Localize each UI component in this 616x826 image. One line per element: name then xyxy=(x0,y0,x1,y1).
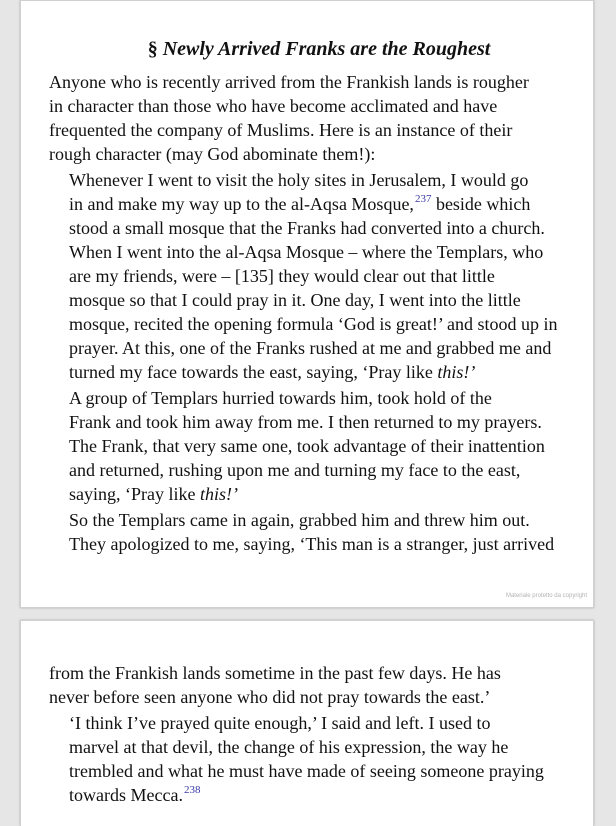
book-page-2 xyxy=(20,620,594,826)
text-run: in character than those who have become acclimated and have xyxy=(49,96,498,116)
text-line xyxy=(49,142,589,166)
text-run: Whenever I went to visit the holy sites in Jerusalem, I would go xyxy=(69,170,529,190)
text-run: rough character (may God abominate them!): xyxy=(49,144,376,164)
footnote-reference[interactable]: 238 xyxy=(183,784,201,796)
text-line xyxy=(49,192,589,216)
text-run: turned my face towards the east, saying, ‘Pray like xyxy=(69,362,438,382)
italic-run: this!’ xyxy=(199,484,238,504)
text-line xyxy=(49,386,589,410)
paragraph xyxy=(49,508,589,556)
text-run: are my friends, were – [135] they would clear out that little xyxy=(69,266,495,286)
text-line xyxy=(49,312,589,336)
text-line xyxy=(49,458,589,482)
text-run: Frank and took him away from me. I then returned to my prayers. xyxy=(69,412,542,432)
paragraph xyxy=(49,386,589,506)
text-run: trembled and what he must have made of seeing someone praying xyxy=(69,761,544,781)
text-line xyxy=(49,783,589,807)
text-run: prayer. At this, one of the Franks rushed at me and grabbed me and xyxy=(69,338,552,358)
section-symbol: § xyxy=(147,38,158,60)
text-run: mosque, recited the opening formula ‘God is great!’ and stood up in xyxy=(69,314,558,334)
text-line xyxy=(49,685,589,709)
text-line xyxy=(49,264,589,288)
text-line xyxy=(49,288,589,312)
text-line xyxy=(49,434,589,458)
book-page-1 xyxy=(20,0,594,608)
text-line xyxy=(49,216,589,240)
text-run: and returned, rushing upon me and turning my face to the east, xyxy=(69,460,521,480)
paragraph xyxy=(49,661,589,709)
paragraph xyxy=(49,711,589,807)
text-line xyxy=(49,661,589,685)
text-line xyxy=(49,759,589,783)
text-line xyxy=(49,118,589,142)
text-run: frequented the company of Muslims. Here is an instance of their xyxy=(49,120,513,140)
text-run: When I went into the al-Aqsa Mosque – where the Templars, who xyxy=(69,242,544,262)
text-run: never before seen anyone who did not pray towards the east.’ xyxy=(49,687,491,707)
page-1-content xyxy=(49,37,589,558)
text-run: towards Mecca. xyxy=(69,785,183,805)
italic-run: this!’ xyxy=(437,362,476,382)
text-run: stood a small mosque that the Franks had converted into a church. xyxy=(69,218,545,238)
text-line xyxy=(49,735,589,759)
text-run: mosque so that I could pray in it. One day, I went into the little xyxy=(69,290,521,310)
text-line xyxy=(49,168,589,192)
text-run: A group of Templars hurried towards him, took hold of the xyxy=(69,388,492,408)
text-line xyxy=(49,240,589,264)
text-run: from the Frankish lands sometime in the past few days. He has xyxy=(49,663,501,683)
text-line xyxy=(49,94,589,118)
paragraph xyxy=(49,70,589,166)
text-run: So the Templars came in again, grabbed him and threw him out. xyxy=(69,510,530,530)
copyright-watermark: Materiale protetto da copyright xyxy=(505,593,587,599)
footnote-reference[interactable]: 237 xyxy=(414,193,432,205)
text-line xyxy=(49,508,589,532)
text-run: The Frank, that very same one, took advantage of their inattention xyxy=(69,436,545,456)
text-line xyxy=(49,711,589,735)
text-run: marvel at that devil, the change of his expression, the way he xyxy=(69,737,509,757)
text-line xyxy=(49,482,589,506)
page-2-content xyxy=(49,661,589,809)
text-run: saying, ‘Pray like xyxy=(69,484,200,504)
page-2-body xyxy=(49,661,589,807)
page-1-body xyxy=(49,70,589,556)
text-run: Anyone who is recently arrived from the Frankish lands is rougher xyxy=(49,72,529,92)
section-title: Newly Arrived Franks are the Roughest xyxy=(162,38,491,60)
text-line xyxy=(49,360,589,384)
section-heading xyxy=(49,37,589,61)
text-run: ‘I think I’ve prayed quite enough,’ I said and left. I used to xyxy=(69,713,491,733)
text-run: beside which xyxy=(431,194,531,214)
text-line xyxy=(49,70,589,94)
text-line xyxy=(49,336,589,360)
text-run: They apologized to me, saying, ‘This man is a stranger, just arrived xyxy=(69,534,555,554)
paragraph xyxy=(49,168,589,384)
text-run: in and make my way up to the al-Aqsa Mosque, xyxy=(69,194,414,214)
text-line xyxy=(49,532,589,556)
text-line xyxy=(49,410,589,434)
